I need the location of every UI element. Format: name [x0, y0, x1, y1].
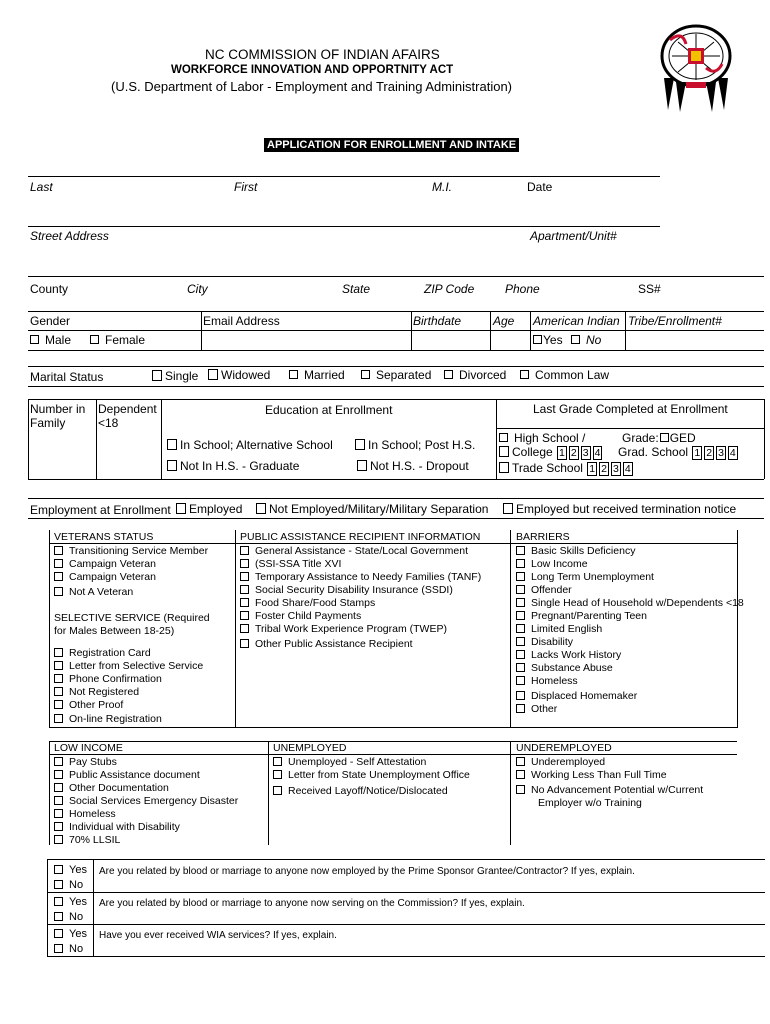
checkbox-icon[interactable] — [289, 370, 298, 379]
checkbox-icon[interactable] — [516, 650, 525, 659]
checkbox-icon[interactable] — [54, 661, 63, 670]
mi-label: M.I. — [432, 180, 452, 194]
veteran-not[interactable]: Not A Veteran — [54, 586, 133, 598]
checkbox-icon[interactable] — [54, 783, 63, 792]
grade-ged-option[interactable]: Grade: GED — [622, 431, 696, 445]
under-underemployed[interactable]: Underemployed — [516, 756, 605, 768]
checkbox-icon[interactable] — [30, 335, 39, 344]
marital-divorced[interactable]: Divorced — [444, 368, 506, 382]
q3-yes[interactable]: Yes — [54, 928, 87, 940]
income-div-1 — [268, 741, 269, 845]
not-employed-option[interactable]: Not Employed/Military/Military Separation — [256, 502, 488, 516]
unemp-self-attestation[interactable]: Unemployed - Self Attestation — [273, 756, 426, 768]
income-left-edge — [49, 741, 50, 845]
checkbox-icon[interactable] — [167, 460, 177, 471]
grad-year-1[interactable]: 1 — [694, 447, 701, 459]
li-emergency-disaster[interactable]: Social Services Emergency Disaster — [54, 795, 238, 807]
checkbox-icon[interactable] — [533, 335, 542, 344]
public-assistance-title: PUBLIC ASSISTANCE RECIPIENT INFORMATION — [240, 531, 481, 543]
last-grade-header: Last Grade Completed at Enrollment — [533, 402, 728, 416]
county-label: County — [30, 282, 69, 296]
trade-year-4[interactable]: 4 — [624, 463, 631, 475]
dreamcatcher-seal-icon — [656, 20, 736, 115]
checkbox-icon[interactable] — [499, 433, 508, 442]
high-school-option[interactable]: High School / — [499, 431, 585, 445]
marital-top-line — [28, 366, 764, 367]
first-name-label: First — [234, 180, 258, 194]
under-no-advancement-cont: Employer w/o Training — [538, 797, 642, 809]
barrier-low-income[interactable]: Low Income — [516, 558, 588, 570]
barrier-displaced-homemaker[interactable]: Displaced Homemaker — [516, 690, 637, 702]
checkbox-icon[interactable] — [208, 369, 218, 380]
checkbox-icon[interactable] — [520, 370, 529, 379]
termination-notice-option[interactable]: Employed but received termination notice — [503, 502, 736, 516]
checkbox-icon[interactable] — [516, 624, 525, 633]
barrier-homeless[interactable]: Homeless — [516, 675, 578, 687]
low-income-title: LOW INCOME — [54, 742, 123, 754]
checkbox-icon[interactable] — [499, 462, 509, 473]
checkbox-icon[interactable] — [516, 585, 525, 594]
q2-yes[interactable]: Yes — [54, 896, 87, 908]
checkbox-icon[interactable] — [54, 912, 63, 921]
checkbox-icon[interactable] — [54, 929, 63, 938]
pa-tanf[interactable]: Temporary Assistance to Needy Families (TANF) — [240, 571, 481, 583]
american-indian-no[interactable]: No — [571, 333, 601, 347]
college-option[interactable]: College 1 2 3 4 — [499, 445, 603, 460]
unemp-state-letter[interactable]: Letter from State Unemployment Office — [273, 769, 470, 781]
checkbox-icon[interactable] — [516, 546, 525, 555]
street-address-label: Street Address — [30, 229, 109, 243]
birthdate-divider — [490, 311, 491, 350]
checkbox-icon[interactable] — [499, 446, 509, 457]
pa-general-assistance[interactable]: General Assistance - State/Local Government — [240, 545, 468, 557]
checkbox-icon[interactable] — [176, 503, 186, 514]
grad-year-2[interactable]: 2 — [706, 447, 713, 459]
li-disability[interactable]: Individual with Disability — [54, 821, 180, 833]
veteran-transitioning[interactable]: Transitioning Service Member — [54, 545, 208, 557]
gender-mid-line — [28, 330, 764, 331]
marital-common-law[interactable]: Common Law — [520, 368, 609, 382]
checkbox-icon[interactable] — [516, 691, 525, 700]
checkbox-icon[interactable] — [516, 704, 525, 713]
checkbox-icon[interactable] — [256, 503, 266, 514]
li-homeless[interactable]: Homeless — [54, 808, 116, 820]
underemployed-title: UNDEREMPLOYED — [516, 742, 612, 754]
act-name: WORKFORCE INNOVATION AND OPPORTNITY ACT — [171, 64, 454, 76]
checkbox-icon[interactable] — [361, 370, 370, 379]
checkbox-icon[interactable] — [54, 770, 63, 779]
dependent-label: Dependent <18 — [98, 402, 157, 430]
q-left-edge — [47, 859, 48, 957]
selective-service-title-2: for Males Between 18-25) — [54, 625, 175, 637]
marital-bottom-line — [28, 386, 764, 387]
in-school-post-hs[interactable]: In School; Post H.S. — [355, 438, 475, 452]
question-2: Are you related by blood or marriage to anyone now serving on the Commission? If yes, explain. — [99, 898, 525, 909]
edu-left-edge — [28, 399, 29, 479]
grad-year-3[interactable]: 3 — [718, 447, 724, 459]
american-indian-yes[interactable]: Yes — [533, 333, 563, 347]
employed-option[interactable]: Employed — [176, 502, 242, 516]
edu-right-edge — [764, 399, 765, 479]
edu-div-1 — [96, 399, 97, 479]
male-option[interactable]: Male — [30, 333, 71, 347]
checkbox-icon[interactable] — [54, 757, 63, 766]
checkbox-icon[interactable] — [357, 460, 367, 471]
checkbox-icon[interactable] — [273, 770, 282, 779]
female-option[interactable]: Female — [90, 333, 145, 347]
agency-name: NC COMMISSION OF INDIAN AFAIRS — [205, 47, 440, 62]
ssn-label: SS# — [638, 282, 661, 296]
in-school-alternative[interactable]: In School; Alternative School — [167, 438, 333, 452]
date-label: Date — [527, 180, 553, 194]
checkbox-icon[interactable] — [54, 546, 63, 555]
name-line — [28, 176, 660, 177]
college-year-1[interactable]: 1 — [559, 447, 565, 459]
q1-no[interactable]: No — [54, 879, 83, 891]
education-at-enrollment-header: Education at Enrollment — [265, 403, 393, 417]
edu-bottom-line — [28, 479, 764, 480]
zip-label: ZIP Code — [424, 282, 475, 296]
checkbox-icon[interactable] — [516, 572, 525, 581]
employment-label: Employment at Enrollment — [30, 503, 171, 517]
checkbox-icon[interactable] — [54, 796, 63, 805]
trade-year-1[interactable]: 1 — [589, 463, 596, 475]
veterans-status-title: VETERANS STATUS — [54, 531, 154, 543]
barrier-pregnant-teen[interactable]: Pregnant/Parenting Teen — [516, 610, 647, 622]
question-1: Are you related by blood or marriage to anyone now employed by the Prime Sponsor Grantee/Contractor? If yes, explain. — [99, 866, 635, 877]
q-div — [93, 859, 94, 957]
phone-label: Phone — [505, 282, 540, 296]
checkbox-icon[interactable] — [516, 559, 525, 568]
checkbox-icon[interactable] — [54, 687, 63, 696]
age-divider — [530, 311, 531, 350]
edu-div-3 — [496, 399, 497, 479]
status-div-1 — [235, 530, 236, 727]
checkbox-icon[interactable] — [273, 757, 282, 766]
status-header-line — [49, 543, 737, 544]
barrier-limited-english[interactable]: Limited English — [516, 623, 602, 635]
edu-top-line — [28, 399, 764, 400]
checkbox-icon[interactable] — [273, 786, 282, 795]
email-label: Email Address — [203, 314, 280, 328]
checkbox-icon[interactable] — [516, 611, 525, 620]
checkbox-icon[interactable] — [516, 757, 525, 766]
barrier-disability[interactable]: Disability — [516, 636, 573, 648]
unemployed-title: UNEMPLOYED — [273, 742, 347, 754]
barrier-work-history[interactable]: Lacks Work History — [516, 649, 621, 661]
checkbox-icon[interactable] — [167, 439, 177, 450]
li-other-documentation[interactable]: Other Documentation — [54, 782, 169, 794]
employment-top-line — [28, 498, 764, 499]
ss-phone-confirmation[interactable]: Phone Confirmation — [54, 673, 162, 685]
checkbox-icon[interactable] — [240, 639, 249, 648]
checkbox-icon[interactable] — [54, 835, 63, 844]
trade-year-3[interactable]: 3 — [612, 463, 619, 475]
checkbox-icon[interactable] — [240, 572, 249, 581]
number-in-family-label: Number in Family — [30, 402, 86, 430]
unemp-layoff-notice[interactable]: Received Layoff/Notice/Dislocated — [273, 785, 448, 797]
barrier-single-head[interactable]: Single Head of Household w/Dependents <18 — [516, 597, 744, 609]
barrier-basic-skills[interactable]: Basic Skills Deficiency — [516, 545, 635, 557]
barrier-substance-abuse[interactable]: Substance Abuse — [516, 662, 613, 674]
age-label: Age — [493, 314, 515, 328]
q2-bottom-line — [47, 924, 765, 925]
barrier-long-term-unemployment[interactable]: Long Term Unemployment — [516, 571, 654, 583]
checkbox-icon[interactable] — [516, 770, 525, 779]
barrier-offender[interactable]: Offender — [516, 584, 572, 596]
college-year-4[interactable]: 4 — [594, 447, 601, 459]
checkbox-icon[interactable] — [54, 559, 63, 568]
ss-online-registration[interactable]: On-line Registration — [54, 713, 162, 725]
barriers-title: BARRIERS — [516, 531, 570, 543]
checkbox-icon[interactable] — [516, 598, 525, 607]
college-year-2[interactable]: 2 — [570, 447, 577, 459]
grad-school-option[interactable]: Grad. School 1 2 3 4 — [618, 445, 736, 459]
form-title: APPLICATION FOR ENROLLMENT AND INTAKE — [264, 135, 519, 153]
checkbox-icon[interactable] — [54, 648, 63, 657]
state-label: State — [342, 282, 371, 296]
tribe-label: Tribe/Enrollment# — [628, 314, 722, 328]
county-line — [28, 276, 764, 277]
checkbox-icon[interactable] — [240, 598, 249, 607]
q-top-line — [47, 859, 765, 860]
pa-ssi[interactable]: (SSI-SSA Title XVI — [240, 558, 341, 570]
checkbox-icon[interactable] — [503, 503, 513, 514]
barrier-other[interactable]: Other — [516, 703, 557, 715]
checkbox-icon[interactable] — [240, 611, 249, 620]
american-indian-label: American Indian — [533, 314, 620, 328]
gender-top-line — [28, 311, 764, 312]
gender-bottom-line — [28, 350, 764, 351]
not-in-hs-graduate[interactable]: Not In H.S. - Graduate — [167, 459, 299, 473]
checkbox-icon[interactable] — [54, 674, 63, 683]
li-pay-stubs[interactable]: Pay Stubs — [54, 756, 117, 768]
checkbox-icon[interactable] — [516, 785, 525, 794]
marital-married[interactable]: Married — [289, 368, 345, 382]
checkbox-icon[interactable] — [54, 822, 63, 831]
under-no-advancement[interactable]: No Advancement Potential w/Current — [516, 784, 703, 796]
pa-twep[interactable]: Tribal Work Experience Program (TWEP) — [240, 623, 447, 635]
checkbox-icon[interactable] — [90, 335, 99, 344]
checkbox-icon[interactable] — [152, 370, 162, 381]
question-3: Have you ever received WIA services? If yes, explain. — [99, 930, 337, 941]
checkbox-icon[interactable] — [54, 880, 63, 889]
checkbox-icon[interactable] — [240, 546, 249, 555]
li-public-assistance[interactable]: Public Assistance document — [54, 769, 200, 781]
checkbox-icon[interactable] — [240, 624, 249, 633]
birthdate-label: Birthdate — [413, 314, 462, 328]
checkbox-icon[interactable] — [240, 559, 249, 568]
gender-label: Gender — [30, 314, 71, 328]
department-name: (U.S. Department of Labor - Employment and Training Administration) — [111, 79, 513, 94]
grade-header-line — [496, 428, 764, 429]
marital-widowed[interactable]: Widowed — [208, 368, 270, 382]
checkbox-icon[interactable] — [54, 809, 63, 818]
ss-letter[interactable]: Letter from Selective Service — [54, 660, 203, 672]
checkbox-icon[interactable] — [571, 335, 580, 344]
city-label: City — [187, 282, 208, 296]
marital-status-label: Marital Status — [30, 370, 104, 384]
email-divider — [411, 311, 412, 350]
checkbox-icon[interactable] — [54, 572, 63, 581]
li-70-llsil[interactable]: 70% LLSIL — [54, 834, 120, 846]
apartment-label: Apartment/Unit# — [530, 229, 617, 243]
grad-year-4[interactable]: 4 — [729, 447, 736, 459]
q3-no[interactable]: No — [54, 943, 83, 955]
income-top-line — [49, 741, 737, 742]
checkbox-icon[interactable] — [444, 370, 453, 379]
q1-bottom-line — [47, 892, 765, 893]
checkbox-icon[interactable] — [240, 585, 249, 594]
gender-divider — [201, 311, 202, 350]
trade-year-2[interactable]: 2 — [601, 463, 607, 475]
checkbox-icon[interactable] — [54, 587, 63, 596]
ss-not-registered[interactable]: Not Registered — [54, 686, 139, 698]
last-name-label: Last — [30, 180, 53, 194]
q3-bottom-line — [47, 956, 765, 957]
checkbox-icon[interactable] — [54, 700, 63, 709]
checkbox-icon[interactable] — [54, 897, 63, 906]
checkbox-icon[interactable] — [355, 439, 365, 450]
not-hs-dropout[interactable]: Not H.S. - Dropout — [357, 459, 469, 473]
marital-single[interactable]: Single — [152, 369, 198, 383]
under-less-than-full-time[interactable]: Working Less Than Full Time — [516, 769, 667, 781]
address-line — [28, 226, 660, 227]
checkbox-icon[interactable] — [516, 637, 525, 646]
ss-registration-card[interactable]: Registration Card — [54, 647, 151, 659]
veteran-campaign-2[interactable]: Campaign Veteran — [54, 571, 156, 583]
status-div-2 — [510, 530, 511, 727]
ai-divider — [625, 311, 626, 350]
trade-school-option[interactable]: Trade School 1 2 3 4 — [499, 461, 634, 476]
q1-yes[interactable]: Yes — [54, 864, 87, 876]
checkbox-icon[interactable] — [516, 663, 525, 672]
income-div-2 — [510, 741, 511, 845]
college-year-3[interactable]: 3 — [582, 447, 589, 459]
checkbox-icon[interactable] — [516, 676, 525, 685]
pa-other[interactable]: Other Public Assistance Recipient — [240, 638, 413, 650]
edu-div-2 — [161, 399, 162, 479]
income-header-line — [49, 754, 737, 755]
selective-service-title-1: SELECTIVE SERVICE (Required — [54, 612, 210, 624]
checkbox-icon[interactable] — [54, 865, 63, 874]
pa-foster-child[interactable]: Foster Child Payments — [240, 610, 361, 622]
pa-food-stamps[interactable]: Food Share/Food Stamps — [240, 597, 375, 609]
ss-other-proof[interactable]: Other Proof — [54, 699, 123, 711]
marital-separated[interactable]: Separated — [361, 368, 431, 382]
employment-bottom-line — [28, 518, 764, 519]
q2-no[interactable]: No — [54, 911, 83, 923]
veteran-campaign-1[interactable]: Campaign Veteran — [54, 558, 156, 570]
checkbox-icon[interactable] — [54, 944, 63, 953]
pa-ssdi[interactable]: Social Security Disability Insurance (SSDI) — [240, 584, 453, 596]
checkbox-icon[interactable] — [54, 714, 63, 723]
checkbox-icon[interactable] — [660, 433, 669, 442]
